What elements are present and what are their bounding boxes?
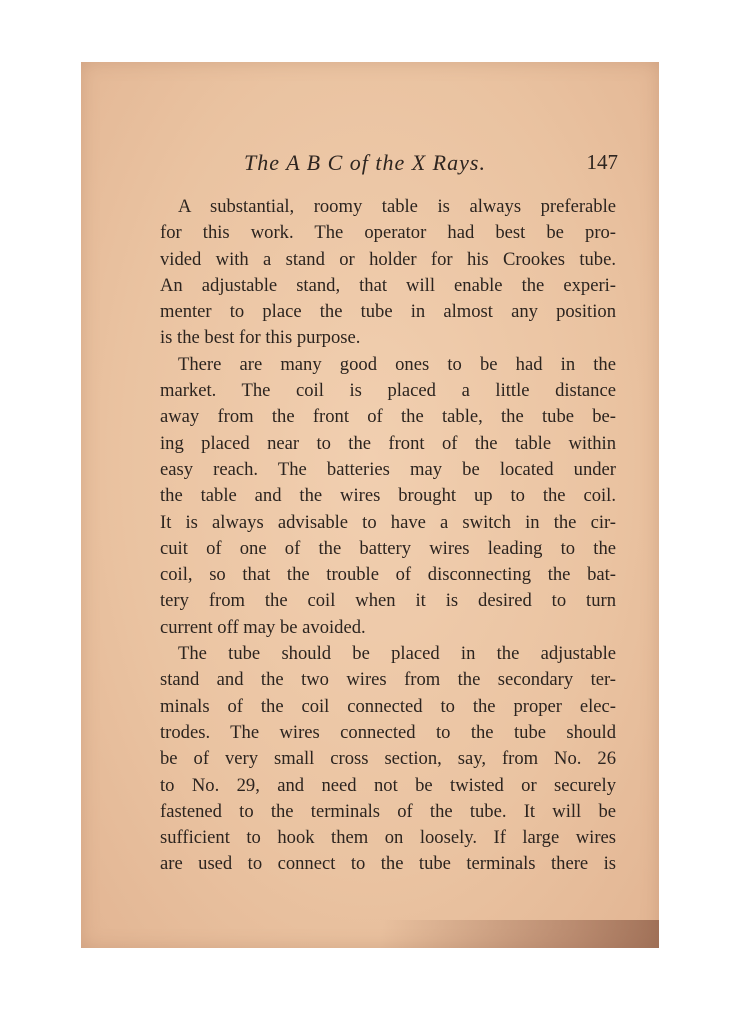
text-line: An adjustable stand, that will enable the experi- [160,274,616,296]
text-line: sufficient to hook them on loosely. If large wires [160,827,616,849]
text-line: trodes. The wires connected to the tube should [160,721,616,743]
running-title: The A B C of the X Rays. [244,150,486,175]
page-number: 147 [586,150,618,174]
text-line: the table and the wires brought up to the coil. [160,485,616,507]
text-line: fastened to the terminals of the tube. It will be [160,800,616,822]
text-line: menter to place the tube in almost any position [160,301,616,323]
text-line: A substantial, roomy table is always preferable [178,196,616,217]
page-edge-shadow [380,920,659,948]
text-line: stand and the two wires from the secondary ter- [160,669,616,691]
text-line: is the best for this purpose. [160,327,361,349]
text-line: minals of the coil connected to the proper elec- [160,695,616,717]
text-line: are used to connect to the tube terminals there is [160,853,616,875]
text-line: market. The coil is placed a little distance [160,380,616,402]
text-line: The tube should be placed in the adjustable [178,643,616,665]
text-line: cuit of one of the battery wires leading to the [160,537,616,559]
text-line: to No. 29, and need not be twisted or securely [160,774,616,796]
text-line: ing placed near to the front of the table within [160,432,616,454]
text-line: for this work. The operator had best be pro- [160,222,616,244]
text-line: tery from the coil when it is desired to turn [160,590,616,612]
text-line: It is always advisable to have a switch in the cir- [160,511,616,533]
text-line: vided with a stand or holder for his Crookes tube. [160,248,616,270]
text-line: coil, so that the trouble of disconnecting the bat- [160,564,616,586]
body-text [160,194,616,878]
text-line: away from the front of the table, the tube be- [160,406,616,428]
text-line: easy reach. The batteries may be located under [160,458,616,480]
page-header [244,150,622,180]
text-line: current off may be avoided. [160,616,366,638]
text-line: be of very small cross section, say, from No. 26 [160,748,616,770]
text-line: There are many good ones to be had in the [178,353,616,375]
